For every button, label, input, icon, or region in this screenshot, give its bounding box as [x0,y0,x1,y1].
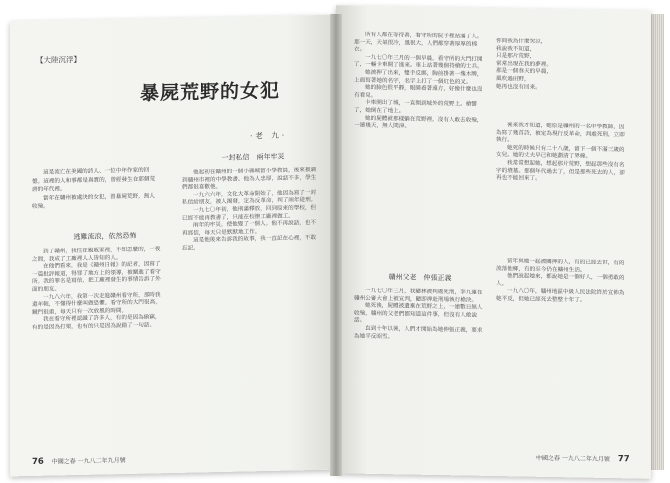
paragraph: 一九六六年，文化大革命開始了，他因為寫了一封私信給朋友，被人揭發，定為反革命，判了兩年徒刑。 [182,189,317,207]
text-column [182,167,320,444]
page-number: 76 [32,456,44,467]
poem-line: 風吹過田野， [496,76,530,83]
page-edges [650,14,664,470]
paragraph: 直到十年以後，人們才開始為她伸張正義，要求為她平反昭雪。 [354,325,483,340]
right-page [336,5,651,478]
poem-block [496,38,628,120]
paragraph: 我常常想起她，想起那片荒野，想起那些沒有名字的墳墓。那個年代過去了，但是那些死去的人，卻再也不能回來了。 [496,160,625,182]
text-column [354,288,484,440]
poem-line: 我說我不知道， [496,45,536,53]
poem-line: 她再也沒有回來。 [496,83,541,91]
section-heading: 一封私信 兩年牢災 [221,152,285,162]
paragraph: 她死的時候只有二十八歲，留下一個不滿三歲的女兒。她的丈夫早已和她劃清了界線。 [496,145,625,161]
text-column [32,246,162,447]
paragraph: 她的臉色很平靜，眼睛看著遠方，好像什麼也沒有看見。 [354,84,483,99]
paragraph: 所有人都在等待著，看守所的院子裡站滿了人。那一天，天氣很冷，風很大，人們都穿著厚厚的棉衣。 [354,31,483,53]
left-page [10,15,336,477]
book-spine [330,14,342,476]
article-title: 暴屍荒野的女犯 [140,79,281,105]
paragraph: 當年與她一起被關押的人，有的已經去世，有的流落他鄉，有的至今仍在贛州生活。 [496,258,625,274]
column-label: 【大陸沉浮】 [36,54,81,65]
paragraph: 後來我才知道，她原是贛州的一名中學教師，因為寫了幾首詩，被定為現行反革命，判處死刑，立即執行。 [496,122,625,144]
footer-text: 中國之春 一九八二年九月號 [536,454,610,464]
text-column [496,258,628,442]
paragraph: 卡車開出了城，一直開到城外的荒野上。槍響了，她倒在了地上。 [354,100,477,115]
page-footer [536,453,630,465]
text-column [496,122,628,254]
paragraph: 兩年的牢災，使他變了一個人。他不再說話，也不再寫信，每天只是默默地工作。 [182,220,317,237]
paragraph: 一九八六年，我第一次走進贛州看守所，那時我還年輕，不懂得什麼叫做恐懼。看守所的大門很高，鐵門很重，每天只有一次放風的時間。 [32,291,161,316]
paragraph: 在他們看來，我是《贛州日報》的記者，因寫了一篇批評報道，得罪了地方上的領導，被關進了看守所。我的罪名是寫信，把工廠裡發生的事情告訴了外面的朋友。 [32,261,161,293]
paragraph: 我在看守所裡認識了許多人，有的是因為偷竊，有的是因為打架，也有的只是因為說錯了一句話。 [32,314,161,331]
paragraph: 這是他後來告訴我的故事，我一直記在心裡，不敢忘記。 [182,235,317,252]
page-number: 77 [617,454,630,465]
intro-line: 當年在贛州被處決的女犯，曾暴屍荒野，無人收殮。 [32,192,155,210]
poem-line: 只是那片荒野， [496,53,536,60]
paragraph: 一九七〇年三月的一個早晨，看守所的大門打開了，一輛卡車開了進來。車上站著幾個持槍的士兵。 [354,54,483,71]
paragraph: 一九七〇年初，他刑滿釋放，回到原來的學校，但已經不能再教書了，只能在校辦工廠裡做工。 [182,204,317,222]
paragraph: 一九八〇年，贛州地區中級人民法院終於宣佈為她平反，但她已經死去整整十年了。 [496,288,625,304]
poem-line: 你問我為什麼哭泣， [496,38,547,45]
paragraph: 一九七〇年三月，我隨林被判處死刑，李九蓮在贛州公審大會上被宣判，隨即押赴刑場執行槍決。 [354,287,483,304]
footer-text: 中國之春 一九八二年九月號 [51,456,126,466]
page-footer [32,455,126,467]
paragraph: 她的屍體就那樣躺在荒野裡，沒有人敢去收殮，一連幾天，無人問津。 [354,115,483,130]
section-heading: 贛州父老 仲張正義 [388,273,452,283]
poem-line: 那是一個春天的早晨， [496,68,552,76]
intro-line: 這是流亡在美國的詩人、一位中年作家的回憶。這裡的人和事都是真實的，曾經發生在那個荒唐的年代裡。 [32,167,156,193]
poem-line: 常常出現在我的夢裡。 [496,60,552,68]
intro-paragraph [32,166,160,211]
byline: ·老 九· [250,130,288,141]
section-heading: 逃難流浪，依然恐怖 [73,231,137,242]
paragraph: 她死後，屍體被遺棄在荒野之上，一連數日無人收殮，贛州的父老們都知道這件事，但沒有人敢說話。 [354,302,483,325]
text-column [354,32,484,254]
paragraph: 到了贛州，我住在親戚家裡，不知怎麼的，一夜之間，我成了工廠裡人人皆知的人。 [32,246,161,263]
paragraph: 她被押了出來，雙手反綁，胸前掛著一塊木牌，上面寫著她的名字，名字上打了一個紅色的叉。 [354,69,483,86]
paragraph: 他起初在贛州的一個小縣城當小學教員，後來被調到贛州市裡的中學教書。他為人忠厚，說話不多，學生們都很喜歡他。 [182,167,317,191]
paragraph: 他們說起她來，都說她是一個好人，一個勇敢的人。 [496,273,625,288]
